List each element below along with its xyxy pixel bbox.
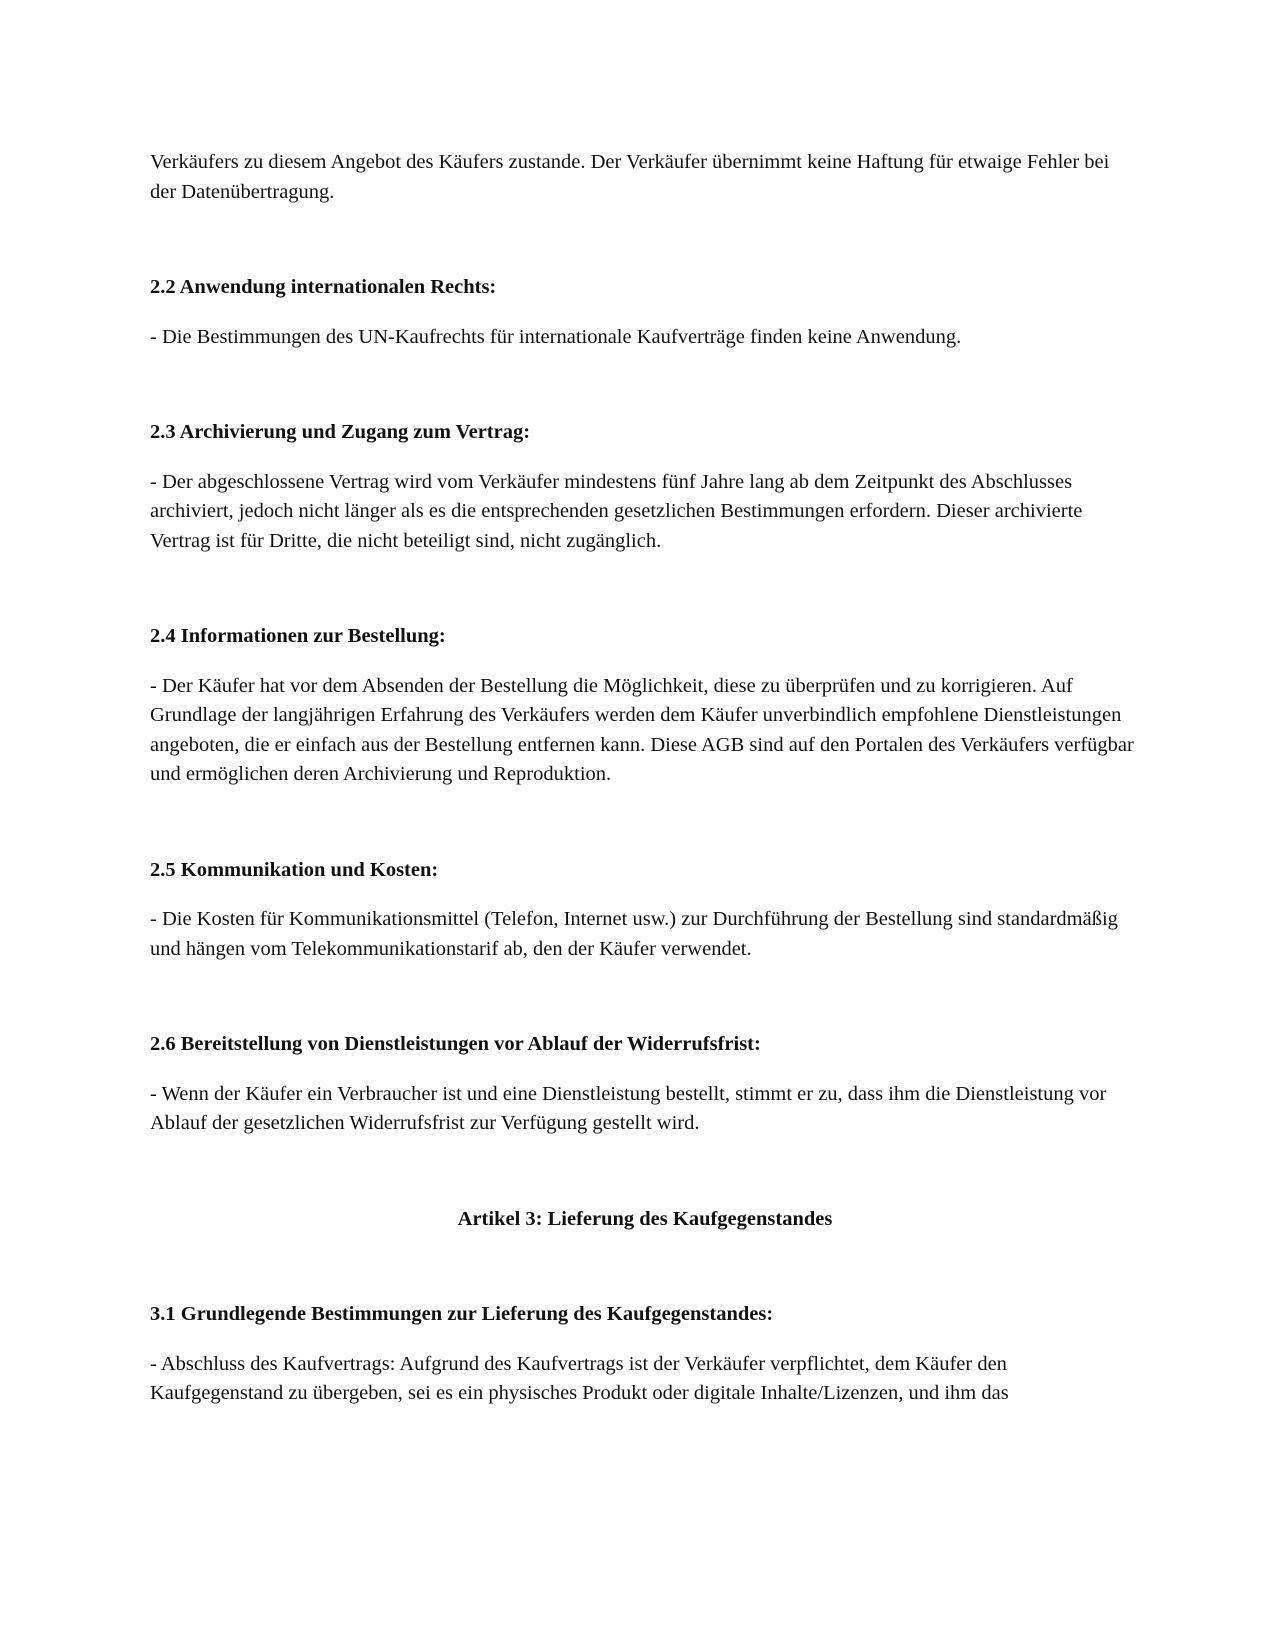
article-title: Artikel 3: Lieferung des Kaufgegenstandes bbox=[457, 1207, 833, 1230]
intro-paragraph: Verkäufers zu diesem Angebot des Käufers zustande. Der Verkäufer übernimmt keine Haftung für etwaige Fehler bei der Datenübertragung. bbox=[150, 151, 1110, 203]
section-heading-3-1: 3.1 Grundlegende Bestimmungen zur Lieferung des Kaufgegenstandes: bbox=[150, 1303, 774, 1325]
spacer bbox=[150, 303, 1140, 323]
spacer bbox=[150, 964, 1140, 1030]
section-heading-2-6: 2.6 Bereitstellung von Dienstleistungen vor Ablauf der Widerrufsfrist: bbox=[150, 1033, 761, 1055]
spacer bbox=[150, 1234, 1140, 1300]
spacer bbox=[150, 790, 1140, 856]
spacer bbox=[150, 556, 1140, 622]
section-body-2-2: - Die Bestimmungen des UN-Kaufrechts für internationale Kaufverträge finden keine Anwendung. bbox=[150, 325, 962, 348]
section-body-2-4: - Der Käufer hat vor dem Absenden der Bestellung die Möglichkeit, diese zu überprüfen und zu korrigieren. Auf Grundlage der langjährigen Erfahrung des Verkäufers werden dem Käufer unverbindlich empfohlene Dienstleistungen angeboten, die er einfach aus der Bestellung entfernen kann. Diese AGB sind auf den Portalen des Verkäufers verfügbar und ermöglichen deren Archivierung und Reproduktion. bbox=[150, 674, 1134, 785]
spacer bbox=[150, 652, 1140, 672]
section-body-2-6: - Wenn der Käufer ein Verbraucher ist und eine Dienstleistung bestellt, stimmt er zu, dass ihm die Dienstleistung vor Ablauf der gesetzlichen Widerrufsfrist zur Verfügung gestellt wird. bbox=[150, 1082, 1107, 1134]
section-heading-2-2: 2.2 Anwendung internationalen Rechts: bbox=[150, 276, 497, 298]
section-body-2-5: - Die Kosten für Kommunikationsmittel (Telefon, Internet usw.) zur Durchführung der Bestellung sind standardmäßig und hängen vom Telekommunikationstarif ab, den der Käufer verwendet. bbox=[150, 908, 1118, 960]
spacer bbox=[150, 207, 1140, 273]
document-content bbox=[150, 148, 1140, 1409]
section-heading-2-3: 2.3 Archivierung und Zugang zum Vertrag: bbox=[150, 421, 531, 443]
section-heading-2-4: 2.4 Informationen zur Bestellung: bbox=[150, 625, 446, 647]
spacer bbox=[150, 1139, 1140, 1205]
section-body-2-3: - Der abgeschlossene Vertrag wird vom Verkäufer mindestens fünf Jahre lang ab dem Zeitpunkt des Abschlusses archiviert, jedoch nicht länger als es die entsprechenden gesetzlichen Bestimmungen erfordern. Dieser archivierte Vertrag ist für Dritte, die nicht beteiligt sind, nicht zugänglich. bbox=[150, 470, 1083, 552]
spacer bbox=[150, 352, 1140, 418]
spacer bbox=[150, 448, 1140, 468]
section-heading-2-5: 2.5 Kommunikation und Kosten: bbox=[150, 858, 439, 881]
spacer bbox=[150, 1330, 1140, 1350]
spacer bbox=[150, 885, 1140, 905]
section-body-3-1: - Abschluss des Kaufvertrags: Aufgrund des Kaufvertrags ist der Verkäufer verpflichtet, dem Käufer den Kaufgegenstand zu übergeben, sei es ein physisches Produkt oder digitale Inhalte/Lizenzen, und ihm das bbox=[150, 1352, 1009, 1404]
spacer bbox=[150, 1060, 1140, 1080]
